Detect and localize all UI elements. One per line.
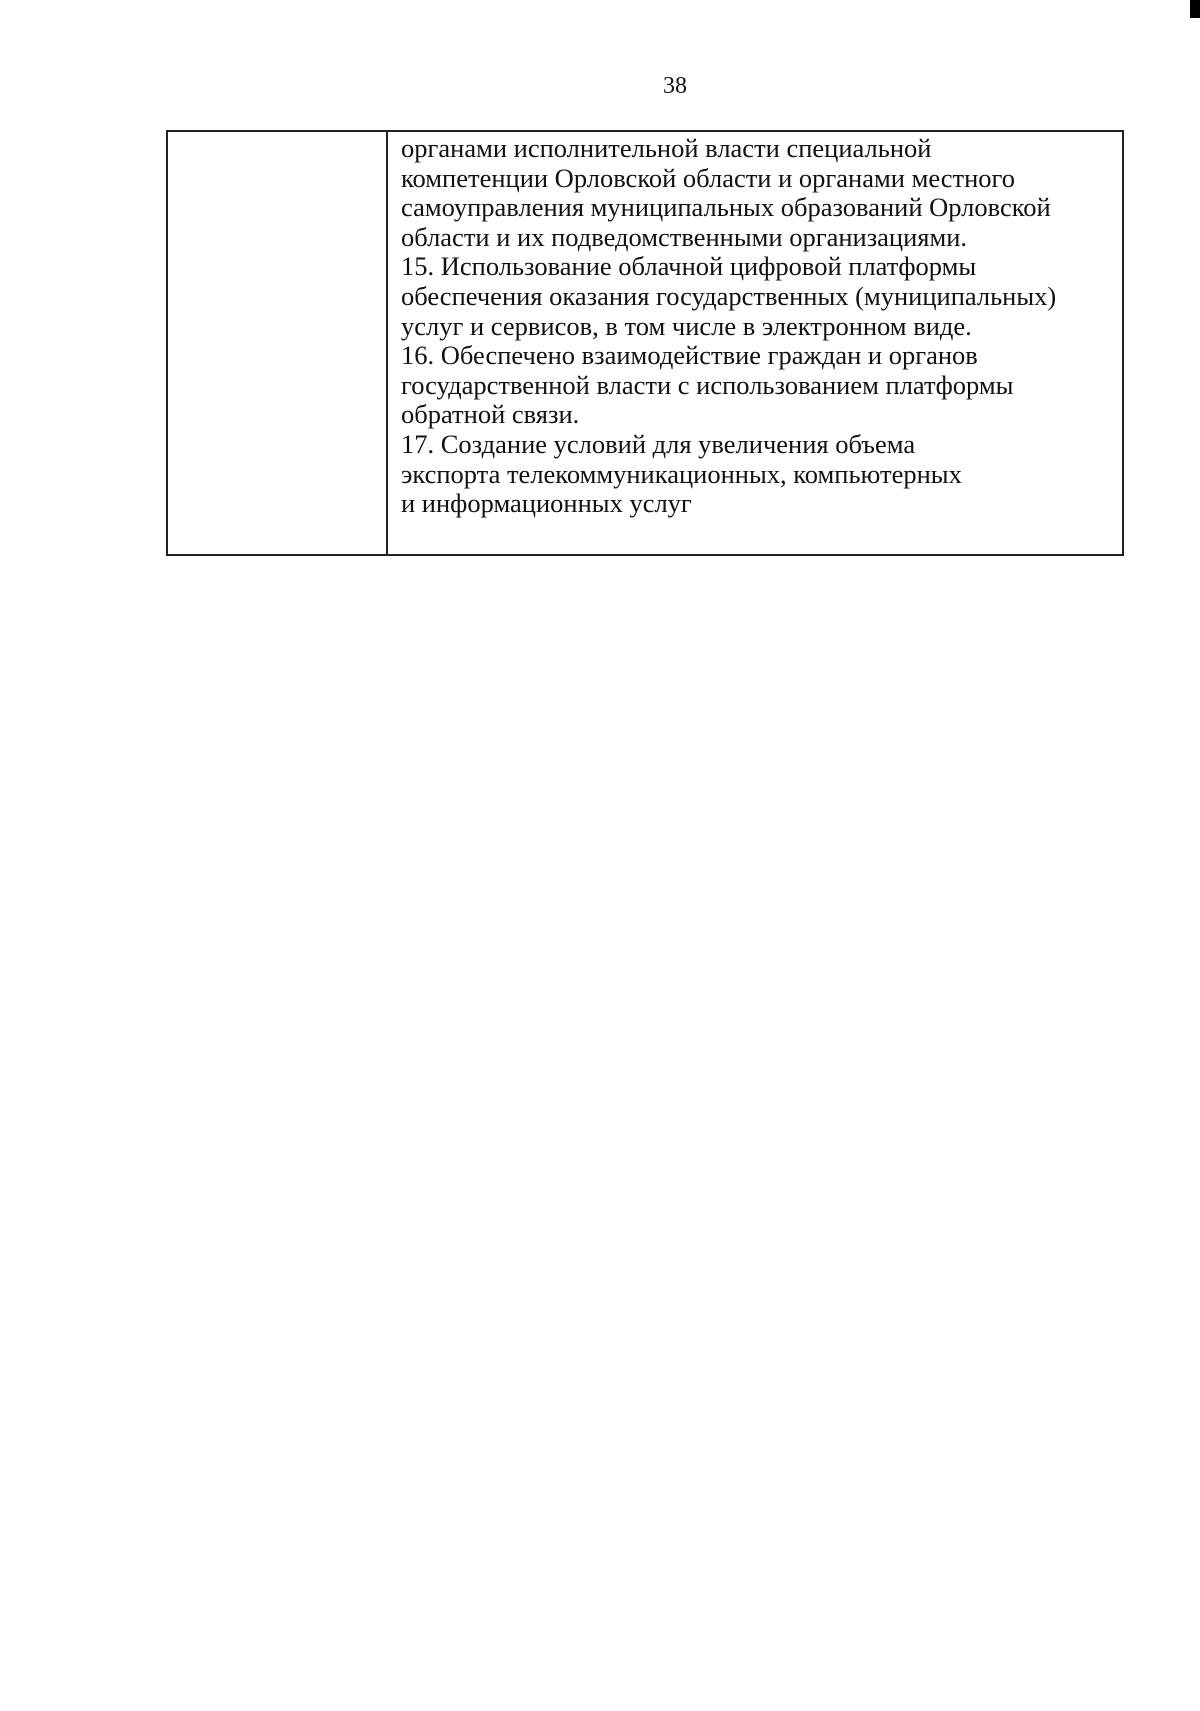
text-line: области и их подведомственными организациями.	[401, 221, 968, 252]
text-line: самоуправления муниципальных образований Орловской	[401, 192, 1051, 223]
text-line: органами исполнительной власти специальной	[401, 133, 932, 163]
text-line: обратной связи.	[401, 399, 580, 430]
text-line: государственной власти с использованием платформы	[401, 369, 1014, 400]
page-number: 38	[663, 73, 687, 99]
text-line: 17. Создание условий для увеличения объема	[401, 428, 916, 459]
cell-text-block	[388, 132, 1122, 519]
text-line: 16. Обеспечено взаимодействие граждан и органов	[401, 340, 978, 371]
text-line: и информационных услуг	[401, 488, 692, 519]
document-table	[166, 130, 1124, 556]
table-cell-right	[387, 131, 1123, 555]
text-line: услуг и сервисов, в том числе в электронном виде.	[401, 310, 972, 341]
text-line: 15. Использование облачной цифровой платформы	[401, 251, 977, 282]
table-cell-left	[167, 131, 387, 555]
table-row	[167, 131, 1123, 555]
text-line: экспорта телекоммуникационных, компьютерных	[401, 458, 962, 489]
text-line: компетенции Орловской области и органами местного	[401, 162, 1015, 193]
text-line: обеспечения оказания государственных (муниципальных)	[401, 280, 1057, 311]
scan-corner-mark	[1190, 0, 1200, 18]
